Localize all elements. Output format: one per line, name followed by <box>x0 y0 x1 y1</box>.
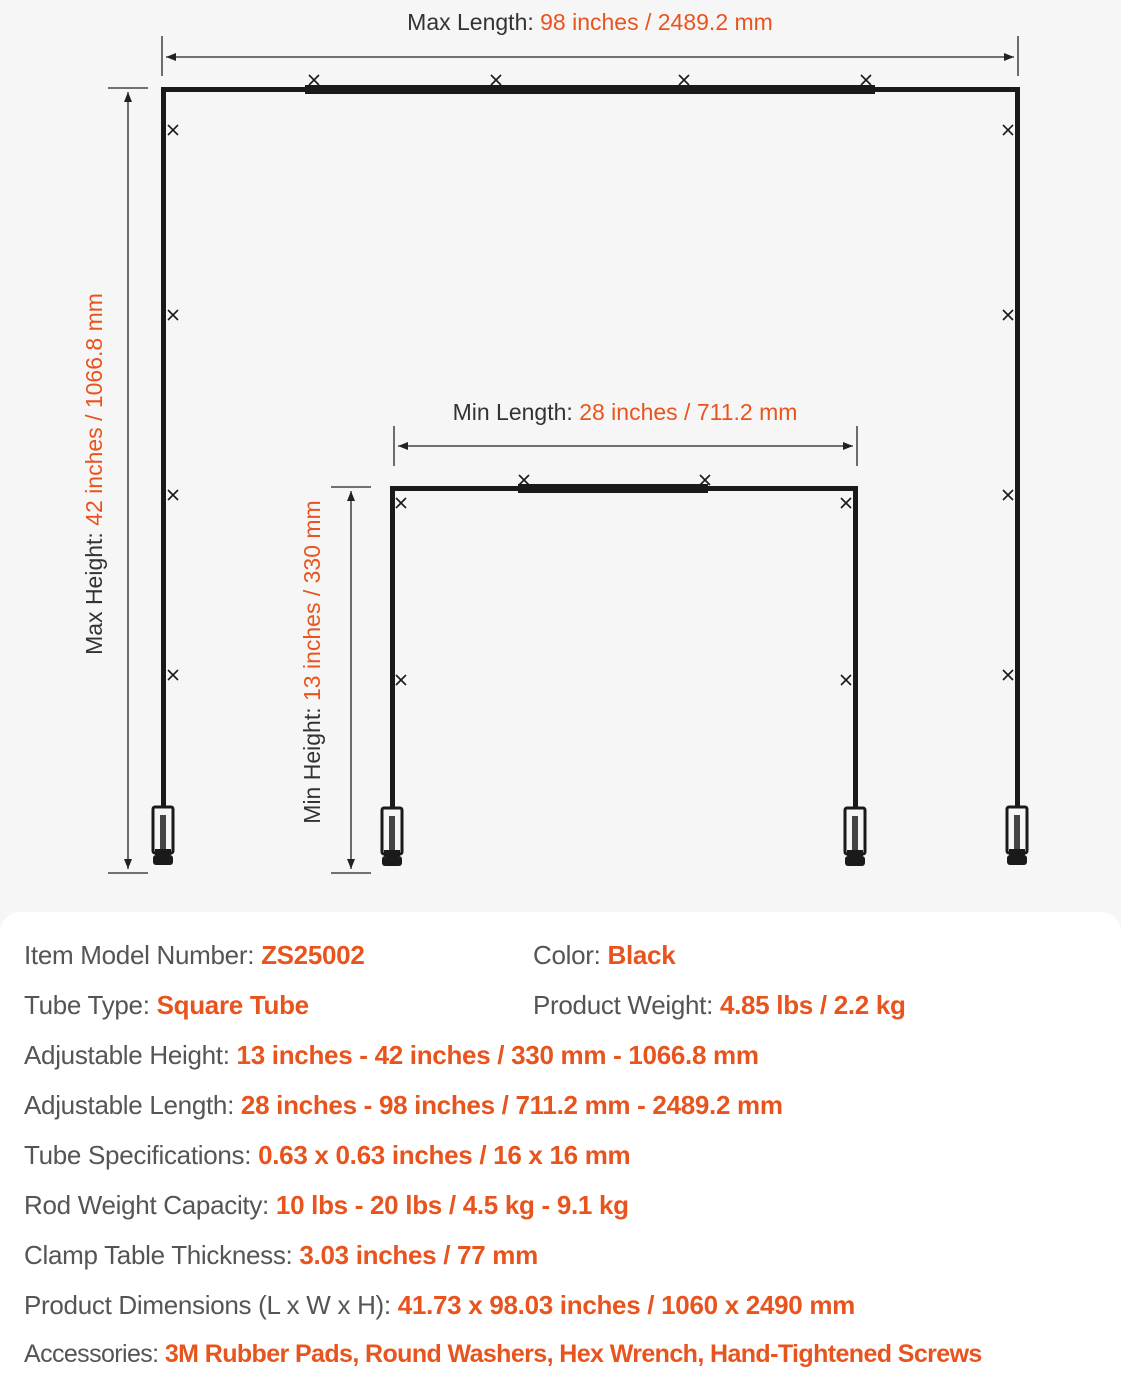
spec-product-weight: Product Weight: 4.85 lbs / 2.2 kg <box>533 990 906 1020</box>
spec-tube-type: Tube Type: Square Tube <box>24 990 309 1020</box>
spec-rod-weight-capacity: Rod Weight Capacity: 10 lbs - 20 lbs / 4.5 kg - 9.1 kg <box>24 1190 629 1220</box>
min-length-label: Min Length: 28 inches / 711.2 mm <box>452 399 798 425</box>
min-length-dimension <box>394 426 857 466</box>
max-height-dimension <box>108 88 148 873</box>
max-length-dimension <box>162 36 1018 76</box>
spec-accessories: Accessories: 3M Rubber Pads, Round Washers, Hex Wrench, Hand-Tightened Screws <box>24 1340 982 1368</box>
spec-model-number: Item Model Number: ZS25002 <box>24 940 365 970</box>
spec-adjustable-length: Adjustable Length: 28 inches - 98 inches / 711.2 mm - 2489.2 mm <box>24 1090 783 1120</box>
spec-adjustable-height: Adjustable Height: 13 inches - 42 inches / 330 mm - 1066.8 mm <box>24 1040 759 1070</box>
min-height-dimension <box>331 487 371 873</box>
spec-tube-specifications: Tube Specifications: 0.63 x 0.63 inches / 16 x 16 mm <box>24 1140 631 1170</box>
specifications-panel <box>0 912 1121 1374</box>
spec-color: Color: Black <box>533 940 676 970</box>
min-frame <box>382 475 865 866</box>
max-height-label: Max Height: 42 inches / 1066.8 mm <box>81 293 107 655</box>
spec-product-dimensions: Product Dimensions (L x W x H): 41.73 x 98.03 inches / 1060 x 2490 mm <box>24 1290 855 1320</box>
max-length-label: Max Length: 98 inches / 2489.2 mm <box>407 9 773 35</box>
max-frame <box>153 75 1027 865</box>
min-height-label: Min Height: 13 inches / 330 mm <box>299 500 325 824</box>
spec-clamp-thickness: Clamp Table Thickness: 3.03 inches / 77 mm <box>24 1240 538 1270</box>
